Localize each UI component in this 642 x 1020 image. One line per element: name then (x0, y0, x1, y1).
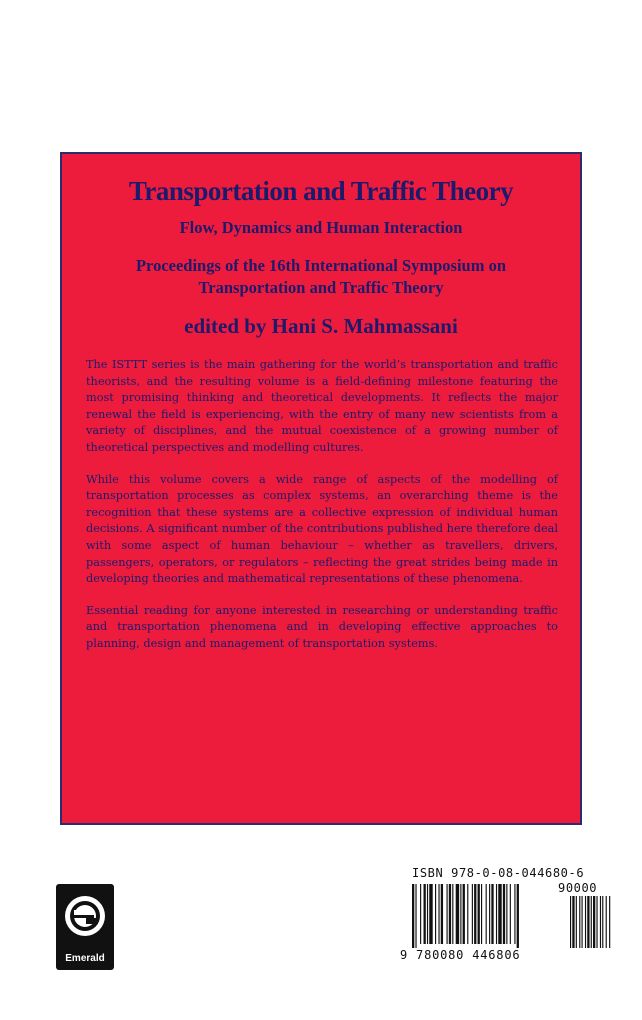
barcode-bar (420, 884, 421, 944)
price-code: 90000 (558, 881, 598, 895)
barcode-bar (452, 884, 453, 944)
proceedings-heading (62, 255, 580, 299)
barcode-bar (510, 884, 511, 944)
barcode-bar (496, 884, 497, 944)
barcode-bar (478, 884, 480, 944)
addon-barcode-bar (596, 896, 597, 948)
barcode-bar (415, 884, 416, 948)
isbn-label: ISBN 978-0-08-044680-6 (412, 866, 585, 880)
editor-credit: edited by Hani S. Mahmassani (184, 314, 458, 338)
barcode-bar (435, 884, 436, 944)
barcode-bar (460, 884, 461, 944)
barcode-bar (449, 884, 451, 944)
barcode-bar (474, 884, 476, 944)
book-subtitle: Flow, Dynamics and Human Interaction (179, 218, 463, 237)
description-paragraph-2: While this volume covers a wide range of aspects of the modelling of transportation processes as complex systems, an overarching theme is the recognition that these systems are a collective expression of individual human decisions. A significant number of the contributions published here therefore deal with some aspect of human behaviour – whether as travellers, drivers, passengers, operators, or regulators – reflecting the great strides being made in developing theories and mathematical representations of these phenomena. (86, 472, 558, 586)
proceedings-line-1: Proceedings of the 16th International Symposium on (135, 256, 507, 275)
barcode-bars (412, 884, 622, 948)
barcode-bar (441, 884, 443, 944)
barcode-bar (456, 884, 459, 944)
barcode-bar (486, 884, 487, 944)
addon-barcode-bar (579, 896, 580, 948)
description-paragraph-1: The ISTTT series is the main gathering for the world’s transportation and traffic theorists, and the resulting volume is a field-defining milestone featuring the most promising thinking and theoretical developments. It reflects the major renewal the field is experiencing, with the entry of many new scientists from a variety of disciplines, and the mutual coexistence of a growing number of theoretical perspectives and modelling cultures. (86, 358, 558, 454)
barcode-bar (506, 884, 507, 944)
barcode-bar (503, 884, 505, 944)
barcode-bar (438, 884, 439, 944)
barcode-bar (447, 884, 448, 944)
addon-barcode-bar (570, 896, 571, 948)
barcode-bar (467, 884, 468, 944)
addon-barcode-bar (600, 896, 601, 948)
description-paragraph-3: Essential reading for anyone interested in researching or understanding traffic and transportation phenomena and in developing effective approaches to planning, design and management of transportation systems. (86, 603, 558, 650)
addon-barcode-bar (572, 896, 574, 948)
proceedings-line-2: Transportation and Traffic Theory (198, 278, 444, 297)
barcode-bar (517, 884, 519, 948)
addon-barcode-bar (582, 896, 583, 948)
barcode-bar (491, 884, 493, 944)
back-cover-panel (60, 152, 582, 825)
barcode-bar (481, 884, 482, 944)
addon-barcode-bar (593, 896, 595, 948)
publisher-logo (56, 884, 114, 970)
emerald-e-icon (62, 892, 108, 944)
barcode-bar (412, 884, 414, 948)
barcode-digits: 9 780080 446806 (400, 948, 521, 962)
barcode-bar (429, 884, 432, 944)
addon-barcode-bar (587, 896, 589, 948)
addon-barcode-bar (606, 896, 607, 948)
barcode-bar (472, 884, 473, 944)
addon-barcode-bar (591, 896, 592, 948)
addon-barcode-bar (602, 896, 603, 948)
description (86, 357, 558, 668)
addon-barcode-bar (609, 896, 610, 948)
barcode-bar (498, 884, 501, 944)
addon-barcode-bar (585, 896, 586, 948)
barcode-bar (489, 884, 490, 944)
barcode-bar (427, 884, 428, 944)
book-title: Transportation and Traffic Theory (128, 176, 514, 206)
addon-barcode-bar (576, 896, 577, 948)
barcode-bar (514, 884, 515, 944)
publisher-name: Emerald (65, 953, 105, 964)
barcode-bar (463, 884, 465, 944)
isbn-barcode-block (398, 866, 628, 976)
barcode-bar (424, 884, 426, 944)
